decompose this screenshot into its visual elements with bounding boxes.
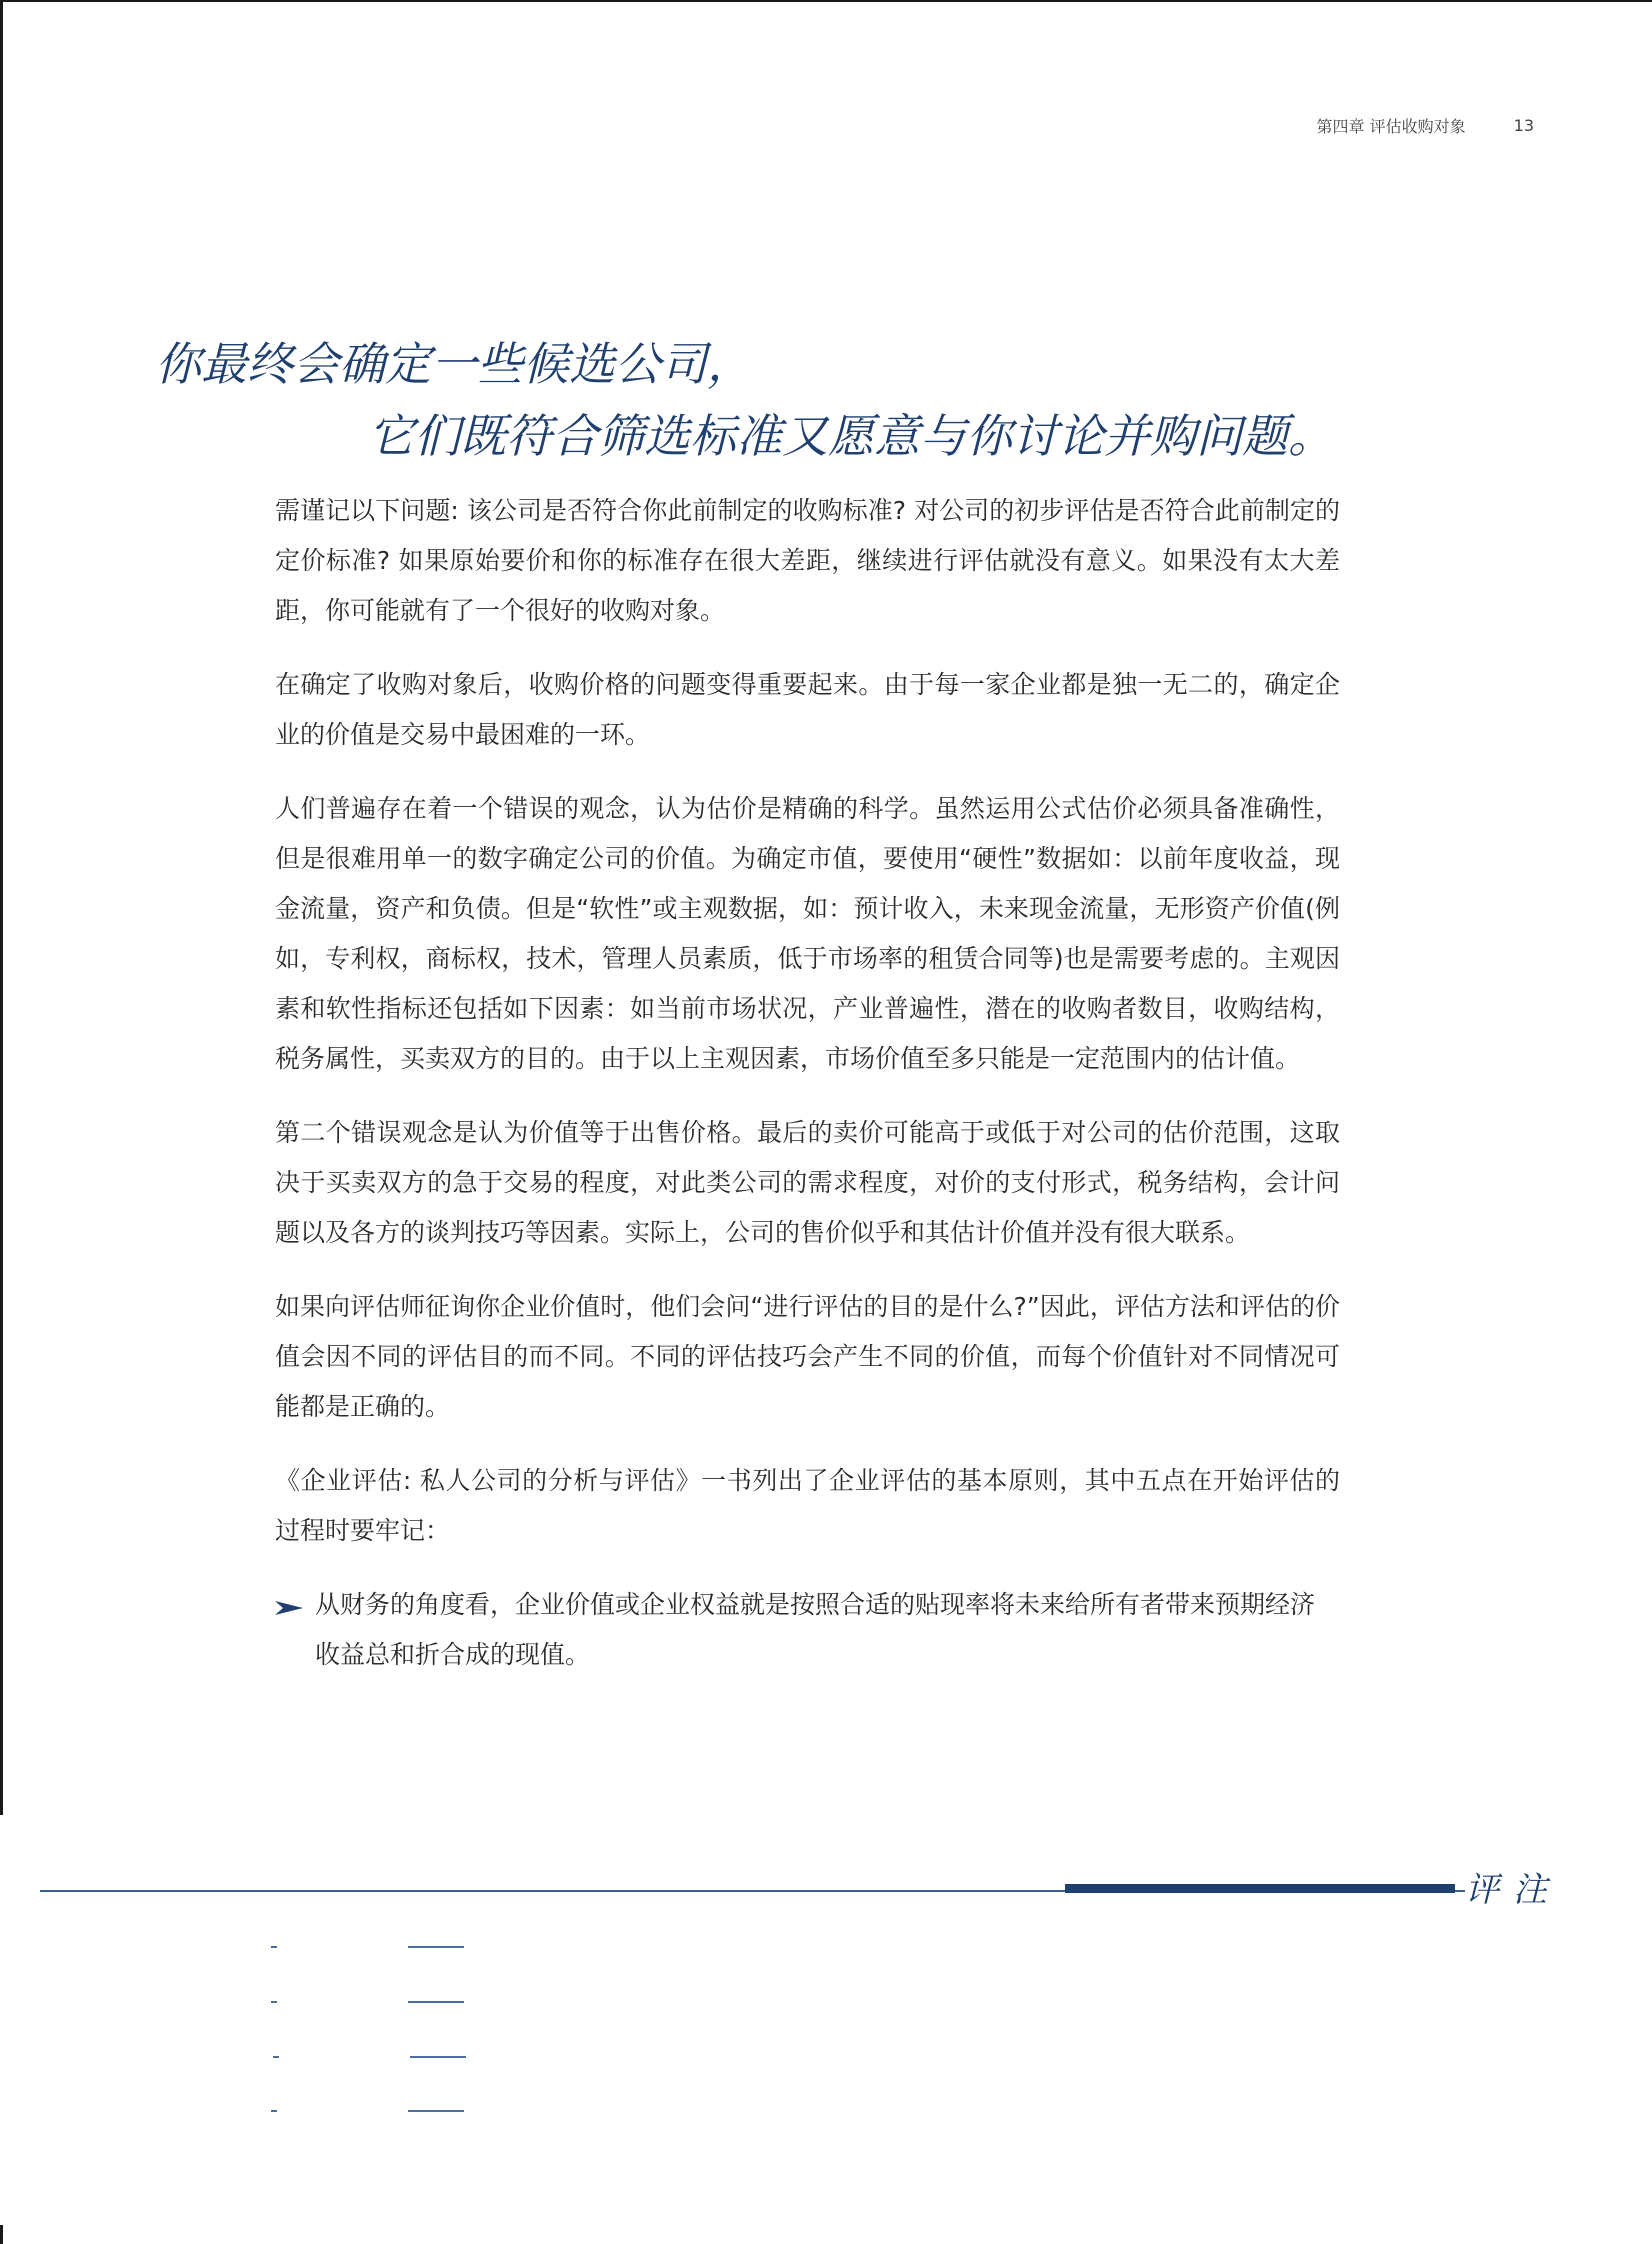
note-blank-short	[271, 2110, 277, 2112]
note-blank-long	[408, 1946, 464, 1948]
paragraph: 《企业评估: 私人公司的分析与评估》一书列出了企业评估的基本原则，其中五点在开始评估的过程时要牢记：	[275, 1466, 1340, 1545]
notes-divider-thick	[1065, 1884, 1455, 1893]
paragraph: 在确定了收购对象后，收购价格的问题变得重要起来。由于每一家企业都是独一无二的，确定企业的价值是交易中最困难的一环。	[275, 670, 1340, 749]
paragraph: 如果向评估师征询你企业价值时，他们会问“进行评估的目的是什么?”因此，评估方法和评估的价值会因不同的评估目的而不同。不同的评估技巧会产生不同的价值，而每个价值针对不同情况可能都是正确的。	[275, 1292, 1340, 1421]
bullet-item	[275, 1580, 1340, 1680]
note-blank-long	[408, 2001, 464, 2003]
pull-quote-headline	[155, 328, 1455, 472]
headline-line-2: 它们既符合筛选标准又愿意与你讨论并购问题。	[368, 409, 1334, 463]
note-blank-short	[271, 1946, 277, 1948]
bullet-text: 从财务的角度看，企业价值或企业权益就是按照合适的贴现率将未来给所有者带来预期经济收益总和折合成的现值。	[315, 1590, 1316, 1669]
page-border-left	[0, 0, 3, 1815]
paragraph: 人们普遍存在着一个错误的观念，认为估价是精确的科学。虽然运用公式估价必须具备准确性，但是很难用单一的数字确定公司的价值。为确定市值，要使用“硬性”数据如：以前年度收益，现金流量，资产和负债。但是“软性”或主观数据，如：预计收入，未来现金流量，无形资产价值(例如，专利权，商标权，技术，管理人员素质，低于市场率的租赁合同等)也是需要考虑的。主观因素和软性指标还包括如下因素：如当前市场状况，产业普遍性，潜在的收购者数目，收购结构，税务属性，买卖双方的目的。由于以上主观因素，市场价值至多只能是一定范围内的估计值。	[275, 794, 1340, 1073]
body-text	[275, 486, 1340, 1680]
note-blank-short	[273, 2056, 279, 2058]
note-blank-long	[410, 2056, 466, 2058]
running-head	[1317, 114, 1534, 137]
arrow-bullet-icon	[275, 1580, 315, 1634]
paragraph: 需谨记以下问题: 该公司是否符合你此前制定的收购标准? 对公司的初步评估是否符合此前制定的定价标准? 如果原始要价和你的标准存在很大差距，继续进行评估就没有意义。如果没有太大差距，你可能就有了一个很好的收购对象。	[275, 496, 1340, 625]
page-number: 13	[1513, 116, 1534, 135]
paragraph: 第二个错误观念是认为价值等于出售价格。最后的卖价可能高于或低于对公司的估价范围，这取决于买卖双方的急于交易的程度，对此类公司的需求程度，对价的支付形式，税务结构，会计问题以及各方的谈判技巧等因素。实际上，公司的售价似乎和其估计价值并没有很大联系。	[275, 1118, 1340, 1247]
note-blank-short	[271, 2001, 277, 2003]
notes-title: 评注	[1465, 1870, 1561, 1910]
page-border-top	[0, 0, 1652, 2]
chapter-title: 第四章 评估收购对象	[1316, 117, 1466, 136]
page-border-left-bottom	[0, 2225, 3, 2244]
note-blank-long	[408, 2110, 464, 2112]
headline-line-1: 你最终会确定一些候选公司，	[155, 337, 753, 391]
